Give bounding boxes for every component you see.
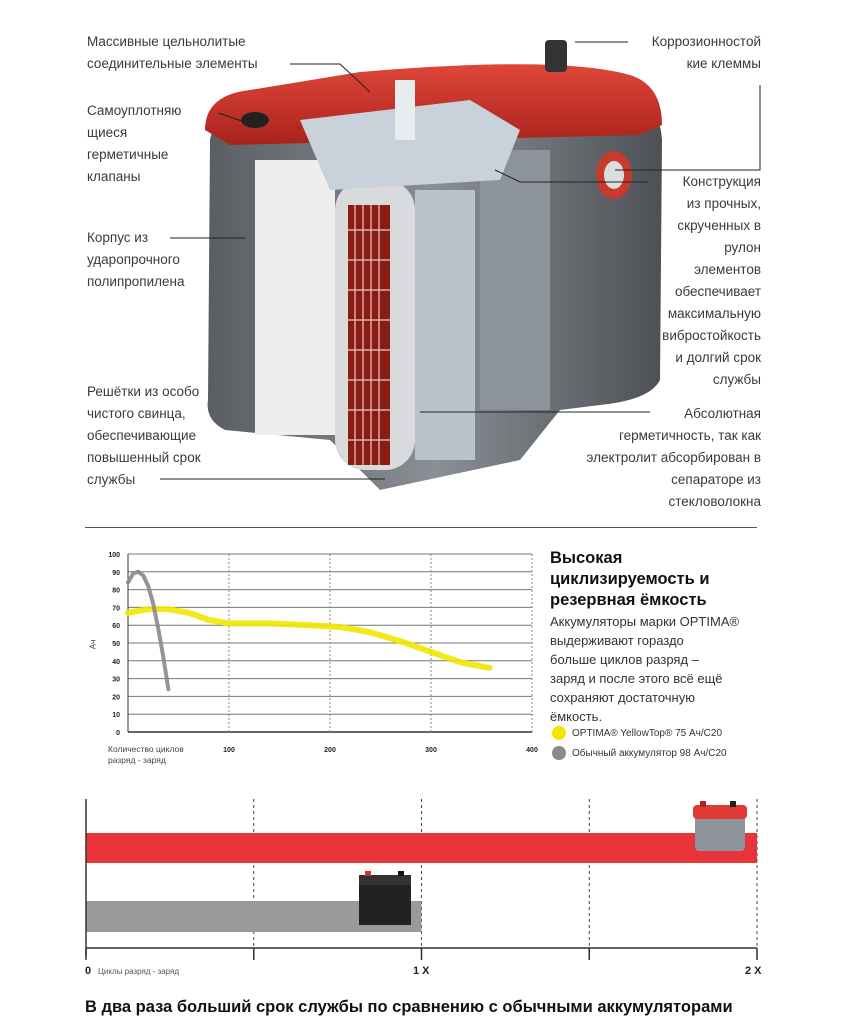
y-tick-label: 60	[112, 623, 120, 631]
cycle-section-text: Аккумуляторы марки OPTIMA® выдерживают гораздо больше циклов разряд – заряд и после этого всё ещё сохраняют достаточную ёмкость.	[550, 614, 740, 724]
callout-connectors: Массивные цельнолитые соединительные элементы	[87, 34, 258, 71]
legend-label: OPTIMA® YellowTop® 75 Ач/C20	[572, 727, 723, 739]
y-tick-label: 90	[112, 569, 120, 577]
legend-optima	[552, 726, 722, 740]
callout-valves: Самоуплотняю щиеся герметичные клапаны	[87, 103, 182, 184]
y-tick-label: 40	[112, 658, 120, 666]
legend-yellow-dot	[552, 726, 566, 740]
x-tick-label: 100	[223, 747, 235, 754]
y-tick-label: 20	[112, 694, 120, 702]
x-tick-label: 400	[526, 747, 538, 754]
callout-terminals: Коррозионностой кие клеммы	[651, 34, 761, 71]
y-tick-label: 10	[112, 712, 120, 720]
bar-optima	[86, 833, 757, 863]
x-axis-label: Количество циклов разряд - заряд	[108, 744, 184, 765]
terminal-left	[241, 112, 269, 128]
y-tick-label: 70	[112, 605, 120, 613]
section-divider	[85, 527, 757, 528]
x-tick-1x: 1 X	[413, 965, 430, 977]
cycle-section-title: Высокая циклизируемость и резервная ёмкость	[550, 549, 710, 609]
y-tick-label: 0	[116, 730, 120, 737]
y-tick-label: 50	[112, 641, 120, 648]
capacity-cycles-chart	[0, 540, 545, 780]
x-tick-2x: 2 X	[745, 965, 762, 977]
lead-grid	[348, 205, 390, 465]
y-tick-label: 30	[112, 676, 120, 684]
callout-spiral-cells: Конструкция из прочных, скрученных в рулон элементов обеспечивает максимальную вибростойкость и долгий срок службы	[662, 174, 761, 387]
series-optima-line	[128, 609, 490, 668]
bar-x-axis-label: Циклы разряд - заряд	[98, 967, 180, 976]
x-tick-0: 0	[85, 965, 92, 977]
regular-battery-icon	[359, 871, 411, 925]
legend-label: Обычный аккумулятор 98 Ач/C20	[572, 747, 727, 759]
callout-case: Корпус из ударопрочного полипропилена	[87, 230, 185, 289]
x-tick-label: 200	[324, 747, 336, 754]
service-life-chart	[0, 795, 846, 960]
terminal-right	[545, 40, 567, 72]
x-tick-label: 300	[425, 747, 437, 754]
legend-regular	[552, 746, 727, 760]
callout-lead-grids: Решётки из особо чистого свинца, обеспечивающие повышенный срок службы	[87, 384, 201, 487]
callout-sealed: Абсолютная герметичность, так как электролит абсорбирован в сепараторе из стекловолокна	[586, 406, 761, 509]
y-tick-label: 80	[112, 587, 120, 595]
bottom-title: В два раза больший срок службы по сравнению с обычными аккумуляторами	[85, 998, 733, 1016]
legend-gray-dot	[552, 746, 566, 760]
y-axis-label: Ач	[88, 639, 98, 650]
y-tick-label: 100	[108, 552, 120, 559]
optima-battery-icon	[693, 801, 747, 851]
